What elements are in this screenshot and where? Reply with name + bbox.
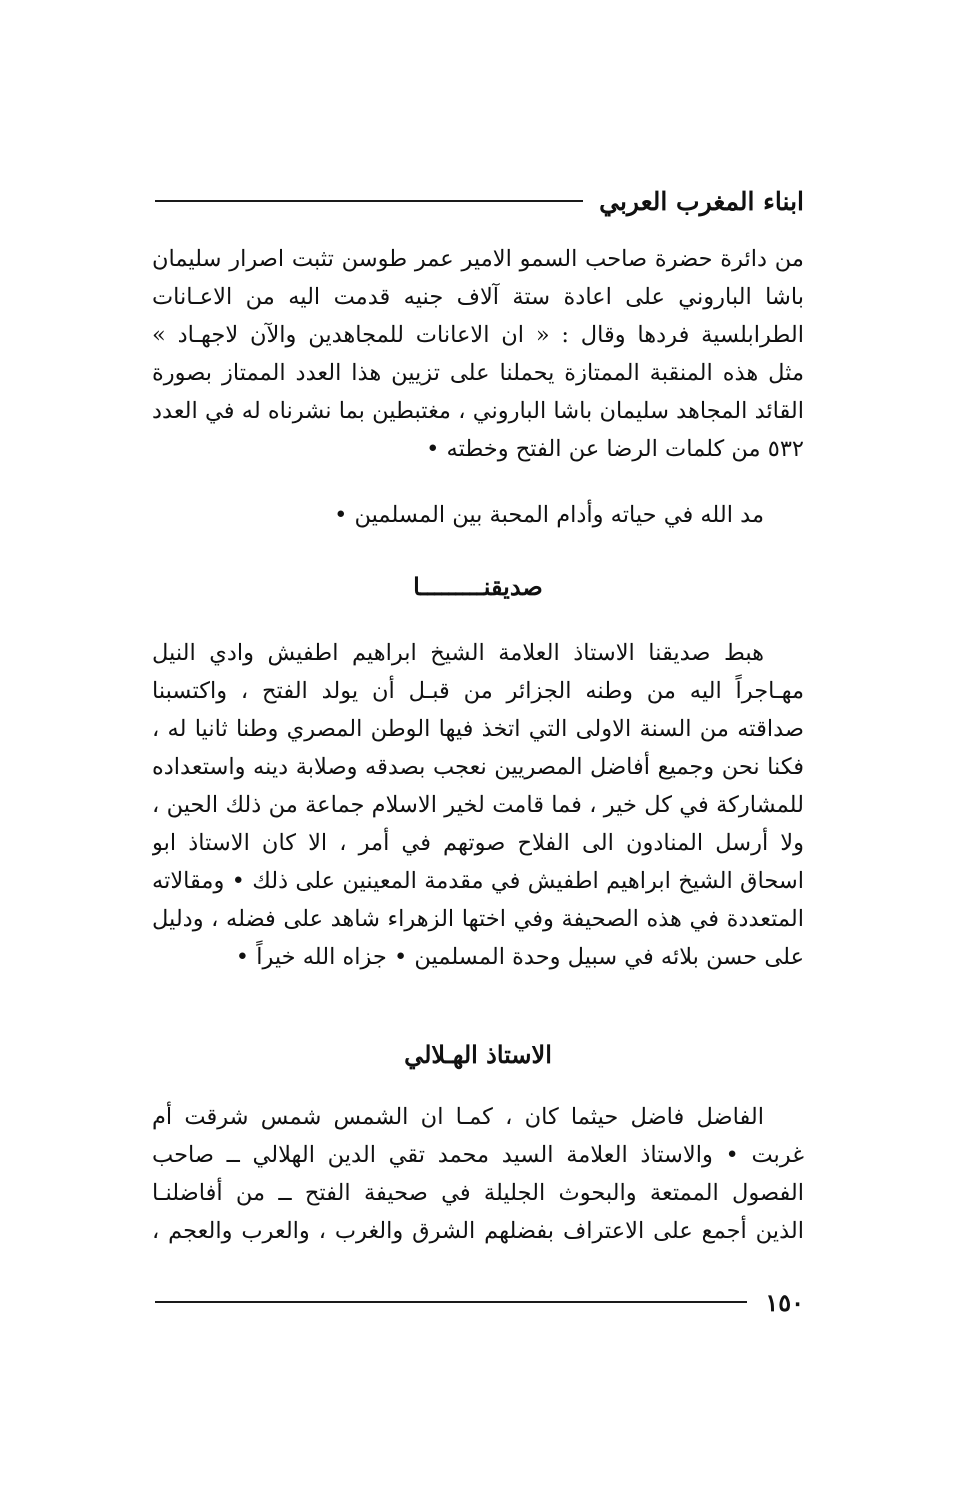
text-line: صداقته من السنة الاولى التي اتخذ فيها الوطن المصري وطنا ثانيا له ،	[152, 716, 804, 742]
section-heading-hilali: الاستاذ الهـلالي	[404, 1040, 552, 1069]
text-line: مثل هذه المنقبة الممتازة يحملنا على تزيين هذا العدد الممتاز بصورة	[152, 360, 804, 386]
hilali-paragraph	[152, 1098, 804, 1250]
text-line: مهـاجراً اليه من وطنه الجزائر من قبـل أن يولد الفتح ، واكتسبنا	[152, 678, 804, 704]
text-line: هبط صديقنا الاستاذ العلامة الشيخ ابراهيم اطفيش وادي النيل	[152, 640, 764, 666]
text-line: فكنا نحن وجميع أفاضل المصريين نعجب بصدقه وصلابة دينه واستعداده	[152, 754, 804, 780]
text-line: على حسن بلائه في سبيل وحدة المسلمين • جزاه الله خيراً •	[235, 944, 804, 970]
text-line: الذين أجمع على الاعتراف بفضلهم الشرق والغرب ، والعرب والعجم ،	[152, 1218, 804, 1244]
running-header	[155, 178, 804, 224]
text-line: من دائرة حضرة صاحب السمو الامير عمر طوسن تثبت اصرار سليمان	[152, 246, 804, 272]
text-line: للمشاركة في كل خير ، فما قامت لخير الاسلام جماعة من ذلك الحين ،	[152, 792, 804, 818]
text-line: المتعددة في هذه الصحيفة وفي اختها الزهراء شاهد على فضله ، ودليل	[152, 906, 804, 932]
text-line: اسحاق الشيخ ابراهيم اطفيش في مقدمة المعينين على ذلك • ومقالاته	[152, 868, 804, 894]
closing-line: مد الله في حياته وأدام المحبة بين المسلمين •	[334, 502, 764, 528]
text-line: غربت • والاستاذ العلامة السيد محمد تقي الدين الهلالي ــ صاحب	[152, 1142, 804, 1168]
intro-paragraph	[152, 240, 804, 468]
closing-paragraph	[152, 496, 804, 534]
page-footer	[155, 1282, 804, 1322]
friend-paragraph	[152, 634, 804, 976]
text-line: الطرابلسية فردها وقال : « ان الاعانات للمجاهدين والآن لاجهـاد »	[152, 322, 804, 348]
text-line: ولا أرسل المنادون الى الفلاح صوتهم في أمر ، الا كان الاستاذ ابو	[152, 830, 804, 856]
running-title: ابناء المغرب العربي	[599, 186, 804, 216]
text-line: الفصول الممتعة والبحوث الجليلة في صحيفة الفتح ــ من أفاضلنـا	[152, 1180, 804, 1206]
text-line: ٥٣٢ من كلمات الرضا عن الفتح وخطته •	[426, 436, 804, 462]
text-line: الفاضل فاضل حيثما كان ، كمـا ان الشمس شمس شرقت أم	[152, 1104, 764, 1130]
text-line: باشا الباروني على اعادة ستة آلاف جنيه قدمت اليه من الاعـانات	[152, 284, 804, 310]
page-number: ١٥٠	[765, 1287, 804, 1317]
text-line: القائد المجاهد سليمان باشا الباروني ، مغتبطين بما نشرناه له في العدد	[152, 398, 804, 424]
section-heading-friend: صديقنـــــــــا	[413, 572, 543, 601]
header-rule	[155, 200, 583, 202]
footer-rule	[155, 1301, 747, 1303]
